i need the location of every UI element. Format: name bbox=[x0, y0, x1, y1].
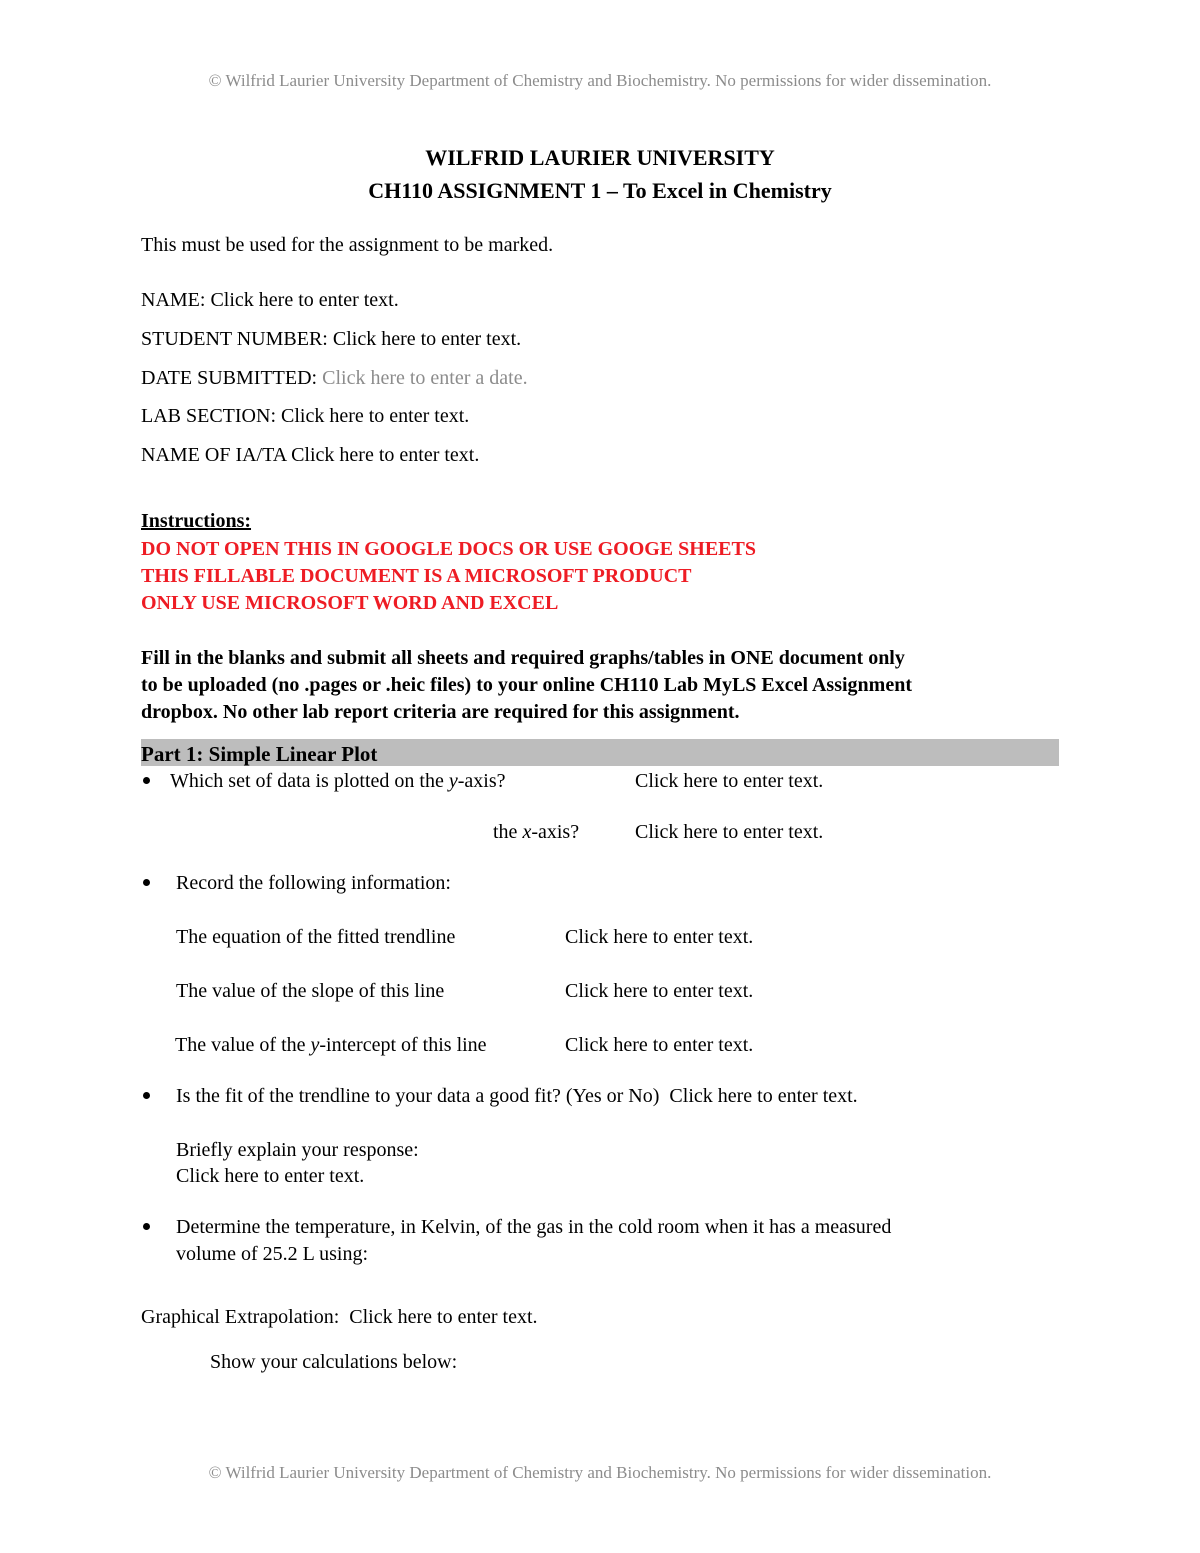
copyright-footer: © Wilfrid Laurier University Department of Chemistry and Biochemistry. No permissions for wider dissemination. bbox=[208, 1463, 992, 1482]
explain-label: Briefly explain your response: bbox=[176, 1139, 419, 1161]
name-label: NAME: bbox=[141, 289, 211, 311]
yaxis-question-text: Which set of data is plotted on the bbox=[170, 770, 449, 792]
lab-section-input[interactable]: Click here to enter text. bbox=[281, 405, 470, 427]
ia-ta-input[interactable]: Click here to enter text. bbox=[291, 444, 480, 466]
instructions-body bbox=[141, 645, 1066, 726]
intercept-label-text: The value of the bbox=[175, 1034, 311, 1056]
graphical-extrapolation-label: Graphical Extrapolation: bbox=[141, 1306, 340, 1328]
xaxis-question-text: the bbox=[493, 821, 523, 843]
bullet-icon bbox=[143, 1223, 150, 1230]
intercept-input[interactable]: Click here to enter text. bbox=[565, 1034, 754, 1056]
temperature-question-line: volume of 25.2 L using: bbox=[176, 1243, 369, 1265]
lab-section-row bbox=[141, 406, 469, 426]
record-label: Record the following information: bbox=[176, 872, 451, 894]
date-submitted-input[interactable]: Click here to enter a date. bbox=[322, 367, 528, 389]
bullet-icon bbox=[143, 879, 150, 886]
copyright-header: © Wilfrid Laurier University Department of Chemistry and Biochemistry. No permissions for wider dissemination. bbox=[208, 71, 992, 90]
xaxis-question bbox=[493, 822, 579, 842]
bullet-icon bbox=[143, 777, 150, 784]
show-calculations-label: Show your calculations below: bbox=[210, 1351, 458, 1373]
date-submitted-row bbox=[141, 368, 528, 388]
fit-question: Is the fit of the trendline to your data a good fit? (Yes or No) bbox=[176, 1085, 660, 1107]
intercept-var: y bbox=[310, 1034, 320, 1056]
instructions-heading: Instructions: bbox=[141, 510, 252, 532]
university-title: WILFRID LAURIER UNIVERSITY bbox=[425, 145, 775, 170]
part1-title: Part 1: Simple Linear Plot bbox=[141, 742, 378, 766]
explain-input[interactable]: Click here to enter text. bbox=[176, 1165, 365, 1187]
student-number-input[interactable]: Click here to enter text. bbox=[332, 328, 522, 350]
ia-ta-label: NAME OF IA/TA bbox=[141, 444, 292, 466]
temperature-question-line: Determine the temperature, in Kelvin, of the gas in the cold room when it has a measured bbox=[176, 1216, 892, 1238]
xaxis-answer-input[interactable]: Click here to enter text. bbox=[635, 821, 824, 843]
yaxis-answer-input[interactable]: Click here to enter text. bbox=[635, 770, 824, 792]
usage-note: This must be used for the assignment to be marked. bbox=[141, 234, 554, 256]
trendline-equation-label: The equation of the fitted trendline bbox=[176, 926, 456, 948]
name-row bbox=[141, 290, 399, 310]
date-submitted-label: DATE SUBMITTED: bbox=[141, 367, 323, 389]
instructions-body-line: to be uploaded (no .pages or .heic files) to your online CH110 Lab MyLS Excel Assignment bbox=[141, 674, 912, 696]
xaxis-var: x bbox=[522, 821, 532, 843]
instructions-body-line: Fill in the blanks and submit all sheets and required graphs/tables in ONE document only bbox=[141, 647, 905, 669]
intercept-label-suffix: -intercept of this line bbox=[319, 1034, 487, 1056]
instructions-body-line: dropbox. No other lab report criteria are required for this assignment. bbox=[141, 701, 740, 723]
assignment-title: CH110 ASSIGNMENT 1 – To Excel in Chemistry bbox=[368, 178, 832, 203]
graphical-extrapolation-row bbox=[141, 1307, 538, 1327]
fit-question-row bbox=[176, 1086, 858, 1106]
warning-line: THIS FILLABLE DOCUMENT IS A MICROSOFT PRODUCT bbox=[141, 565, 692, 587]
ia-ta-row bbox=[141, 445, 479, 465]
part1-header-bar bbox=[141, 739, 1059, 766]
name-input[interactable]: Click here to enter text. bbox=[210, 289, 399, 311]
student-number-label: STUDENT NUMBER: bbox=[141, 328, 333, 350]
trendline-equation-input[interactable]: Click here to enter text. bbox=[565, 926, 754, 948]
bullet-icon bbox=[143, 1092, 150, 1099]
fit-answer-input[interactable]: Click here to enter text. bbox=[669, 1085, 858, 1107]
yaxis-question bbox=[170, 771, 505, 791]
intercept-label bbox=[175, 1035, 487, 1055]
lab-section-label: LAB SECTION: bbox=[141, 405, 281, 427]
yaxis-var: y bbox=[448, 770, 458, 792]
warning-line: DO NOT OPEN THIS IN GOOGLE DOCS OR USE GOOGE SHEETS bbox=[141, 538, 756, 560]
warning-line: ONLY USE MICROSOFT WORD AND EXCEL bbox=[141, 592, 559, 614]
slope-input[interactable]: Click here to enter text. bbox=[565, 980, 754, 1002]
student-number-row bbox=[141, 329, 521, 349]
graphical-extrapolation-input[interactable]: Click here to enter text. bbox=[349, 1306, 538, 1328]
xaxis-question-suffix: -axis? bbox=[531, 821, 580, 843]
yaxis-question-suffix: -axis? bbox=[457, 770, 506, 792]
slope-label: The value of the slope of this line bbox=[176, 980, 445, 1002]
